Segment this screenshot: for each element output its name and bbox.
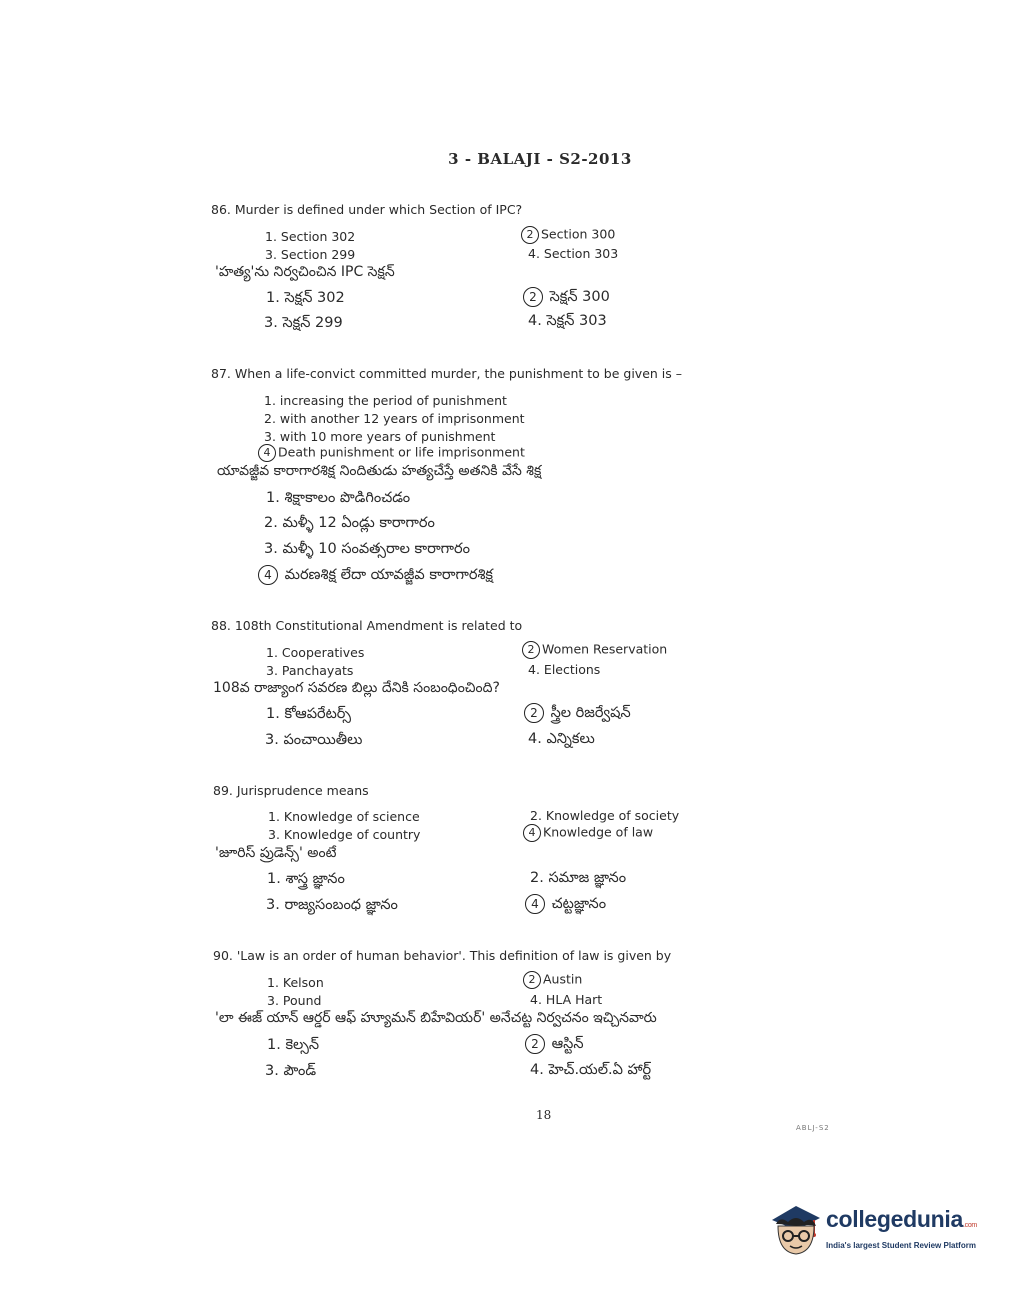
option-te-1[interactable]: 1. కోఆపరేటర్స్ [266,706,352,722]
page-number: 18 [536,1108,552,1122]
option-te-4-correct[interactable]: 4 చట్టజ్ఞానం [525,894,606,916]
option-en-1[interactable]: 1. Section 302 [265,229,356,244]
option-te-1[interactable]: 1. సెక్షన్ 302 [266,290,345,306]
logo-wordmark: collegedunia.com [826,1206,977,1232]
question-text-en: 87. When a life-convict committed murder, the punishment to be given is – [211,366,682,381]
exam-header: 3 - BALAJI - S2-2013 [448,150,632,168]
option-te-4[interactable]: 4. హెచ్.యల్.ఏ హార్ట్ [530,1062,652,1078]
question-text-te: 108వ రాజ్యాంగ సవరణ బిల్లు దేనికి సంబంధించింది? [213,680,500,696]
question-text-en: 90. 'Law is an order of human behavior'. This definition of law is given by [213,948,672,963]
option-en-4[interactable]: 4. HLA Hart [530,992,603,1007]
logo-tagline: India's largest Student Review Platform [826,1241,976,1250]
option-te-2-correct[interactable]: 2 సెక్షన్ 300 [523,287,610,309]
question-text-en: 86. Murder is defined under which Section of IPC? [211,202,523,217]
option-en-2-correct[interactable]: 2 Austin [523,971,582,989]
option-te-2-correct[interactable]: 2 ఆస్టిన్ [525,1034,584,1056]
option-te-2-correct[interactable]: 2 స్త్రీల రిజర్వేషన్ [524,703,631,725]
answer-circle: 2 [522,641,540,659]
option-te-3[interactable]: 3. సెక్షన్ 299 [264,315,343,331]
answer-circle: 4 [258,444,276,462]
option-en-3[interactable]: 3. Section 299 [265,247,356,262]
option-te-4[interactable]: 4. ఎన్నికలు [528,731,595,747]
footer-code: ABLJ-S2 [796,1124,830,1132]
option-en-4-correct[interactable]: 4 Death punishment or life imprisonment [258,444,525,462]
question-text-te: 'హత్య'ను నిర్వచించిన IPC సెక్షన్ [215,264,395,280]
question-text-en: 89. Jurisprudence means [213,783,369,798]
answer-circle: 4 [525,894,545,914]
answer-circle: 2 [523,971,541,989]
option-en-3[interactable]: 3. Knowledge of country [268,827,421,842]
question-text-te: 'జూరిస్ ప్రుడెన్స్' అంటే [215,845,337,861]
answer-circle: 2 [521,226,539,244]
option-en-3[interactable]: 3. with 10 more years of punishment [264,429,496,444]
option-en-1[interactable]: 1. increasing the period of punishment [264,393,507,408]
option-en-1[interactable]: 1. Knowledge of science [268,809,420,824]
option-en-4[interactable]: 4. Elections [528,662,601,677]
mascot-icon [766,1198,824,1260]
option-te-3[interactable]: 3. పౌండ్ [265,1063,317,1079]
question-text-en: 88. 108th Constitutional Amendment is related to [211,618,523,633]
answer-circle: 4 [523,824,541,842]
option-te-3[interactable]: 3. పంచాయితీలు [265,732,363,748]
option-te-2[interactable]: 2. మళ్ళీ 12 ఏండ్లు కారాగారం [264,515,435,531]
option-te-1[interactable]: 1. కెల్సన్ [267,1037,320,1053]
option-te-4-correct[interactable]: 4 మరణశిక్ష లేదా యావజ్జీవ కారాగారశిక్ష [258,565,493,587]
question-text-te: 'లా ఈజ్ యాన్ ఆర్డర్ ఆఫ్ హ్యూమన్ బిహేవియర్' అనేచట్ట నిర్వచనం ఇచ్చినవారు [215,1010,657,1026]
option-en-2[interactable]: 2. Knowledge of society [530,808,680,823]
option-en-3[interactable]: 3. Panchayats [266,663,354,678]
option-en-1[interactable]: 1. Kelson [267,975,324,990]
option-en-3[interactable]: 3. Pound [267,993,322,1008]
collegedunia-logo[interactable] [766,1198,996,1260]
option-en-2[interactable]: 2. with another 12 years of imprisonment [264,411,525,426]
option-en-2-correct[interactable]: 2 Women Reservation [522,641,667,659]
option-te-3[interactable]: 3. మళ్ళీ 10 సంవత్సరాల కారాగారం [264,541,470,557]
option-te-3[interactable]: 3. రాజ్యసంబంధ జ్ఞానం [266,897,398,913]
option-te-4[interactable]: 4. సెక్షన్ 303 [528,313,607,329]
option-te-2[interactable]: 2. సమాజ జ్ఞానం [530,870,627,886]
option-te-1[interactable]: 1. శాస్త్ర జ్ఞానం [267,871,345,887]
option-en-1[interactable]: 1. Cooperatives [266,645,365,660]
option-en-4-correct[interactable]: 4 Knowledge of law [523,824,653,842]
answer-circle: 4 [258,565,278,585]
option-te-1[interactable]: 1. శిక్షాకాలం పొడిగించడం [266,490,411,506]
option-en-2-correct[interactable]: 2 Section 300 [521,226,615,244]
question-text-te: యావజ్జీవ కారాగారశిక్ష నిందితుడు హత్యచేస్తే అతనికి వేసే శిక్ష [217,463,542,479]
answer-circle: 2 [525,1034,545,1054]
option-en-4[interactable]: 4. Section 303 [528,246,619,261]
answer-circle: 2 [523,287,543,307]
answer-circle: 2 [524,703,544,723]
